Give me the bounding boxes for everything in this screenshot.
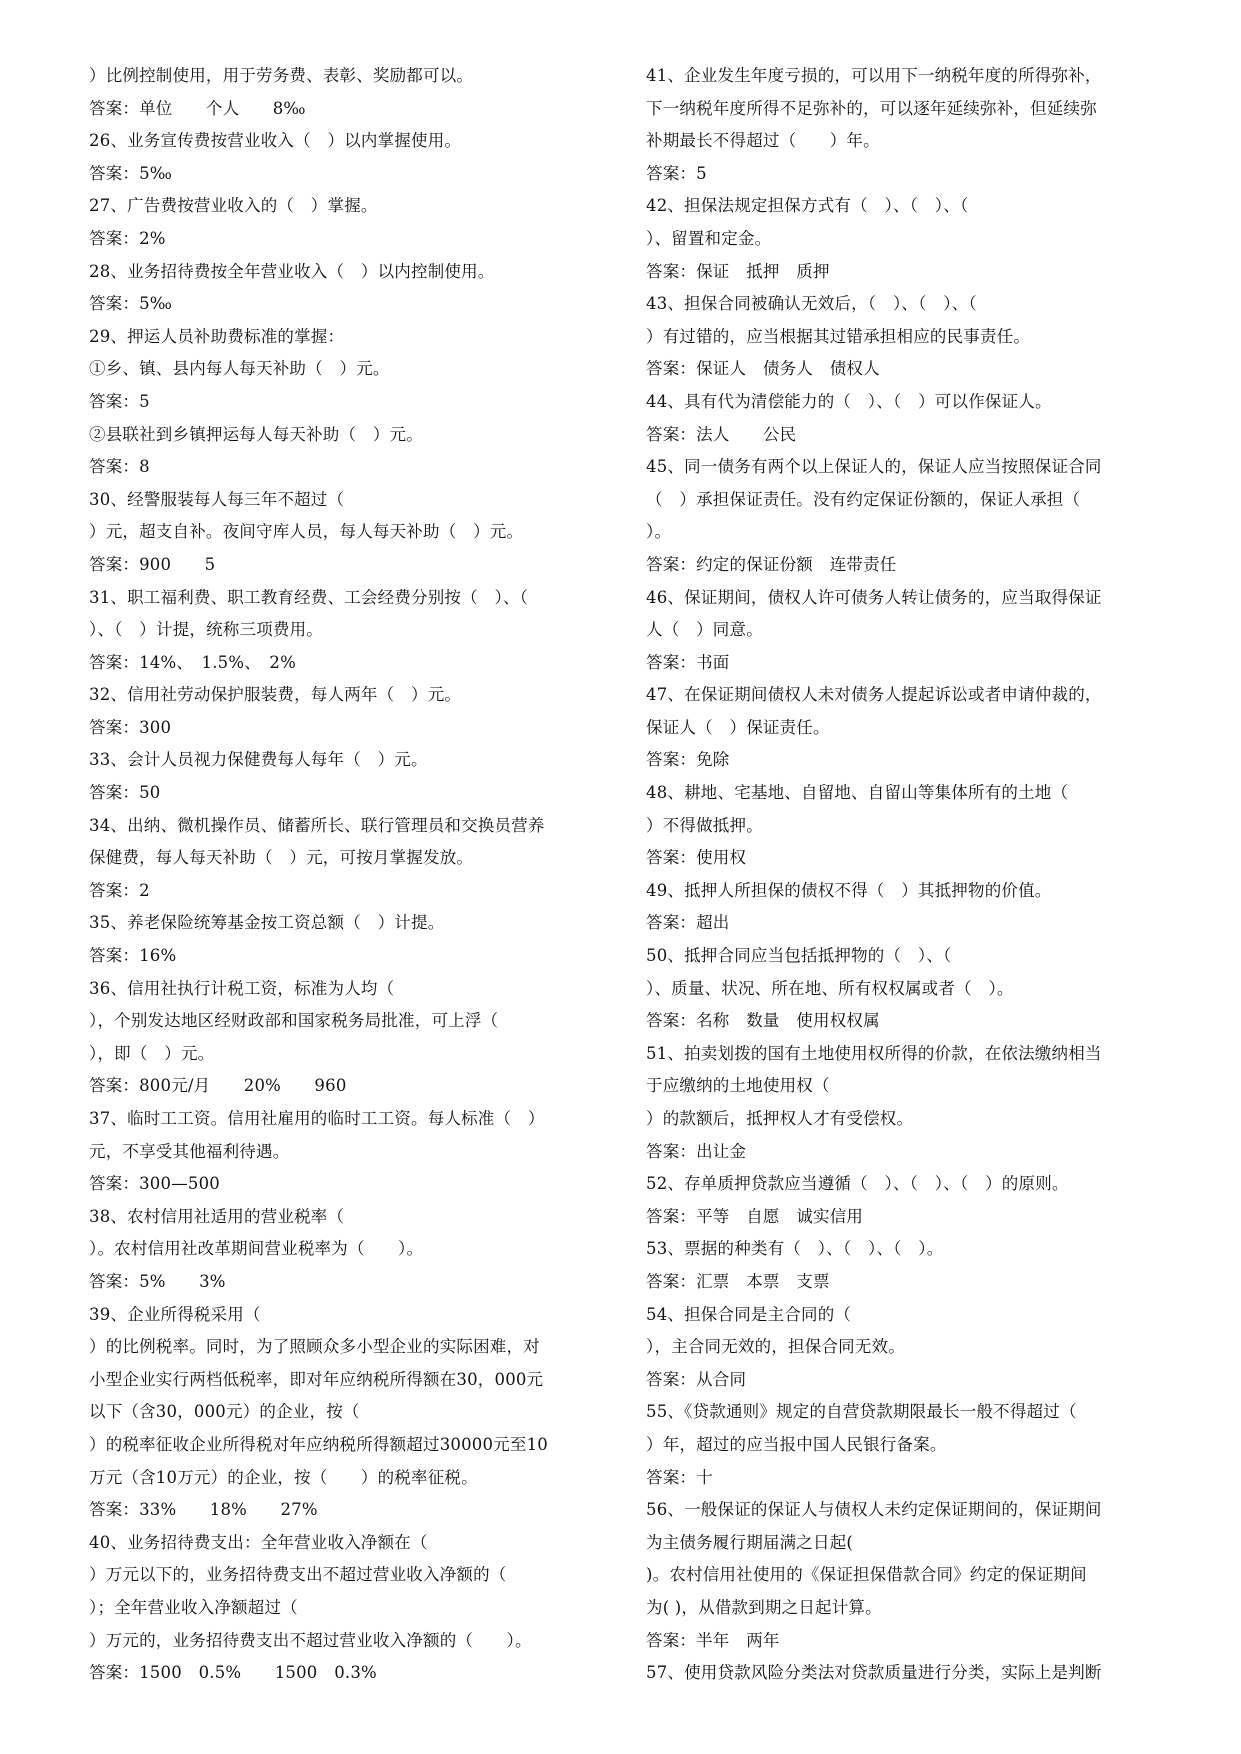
question-line: 49、抵押人所担保的债权不得（ ）其抵押物的价值。 <box>646 880 1052 900</box>
question-line: 人（ ）同意。 <box>646 620 763 640</box>
answer-line: 答案：出让金 <box>646 1141 747 1161</box>
question-line: ）的税率征收企业所得税对年应纳税所得额超过30000元至10 <box>89 1434 548 1454</box>
question-line: ①乡、镇、县内每人每天补助（ ）元。 <box>89 359 390 379</box>
question-line: 29、押运人员补助费标准的掌握： <box>89 326 345 346</box>
question-line: ）不得做抵押。 <box>646 815 763 835</box>
question-line: ）；全年营业收入净额超过（ <box>89 1597 298 1617</box>
question-line: 54、担保合同是主合同的（ <box>646 1304 852 1324</box>
question-line: 27、广告费按营业收入的（ ）掌握。 <box>89 196 378 216</box>
question-line: 48、耕地、宅基地、自留地、自留山等集体所有的土地（ <box>646 783 1069 803</box>
answer-line: 答案：平等 自愿 诚实信用 <box>646 1206 864 1226</box>
question-line: 38、农村信用社适用的营业税率（ <box>89 1206 345 1226</box>
answer-line: 答案：300—500 <box>89 1174 220 1194</box>
answer-line: 答案：5‰ <box>89 294 173 314</box>
question-line: ），主合同无效的，担保合同无效。 <box>646 1337 905 1357</box>
answer-line: 答案：使用权 <box>646 848 747 868</box>
question-line: （ ）承担保证责任。没有约定保证份额的，保证人承担（ <box>646 489 1081 509</box>
answer-line: 答案：900 5 <box>89 554 216 574</box>
question-line: ），个别发达地区经财政部和国家税务局批准，可上浮（ <box>89 1011 499 1031</box>
answer-line: 答案：半年 两年 <box>646 1630 780 1650</box>
question-line: 43、担保合同被确认无效后，（ ）、（ ）、（ <box>646 294 977 314</box>
question-line: 以下（含30，000元）的企业，按（ <box>89 1402 360 1422</box>
question-line: 下一纳税年度所得不足弥补的，可以逐年延续弥补，但延续弥 <box>646 98 1097 118</box>
question-line: 保健费，每人每天补助（ ）元，可按月掌握发放。 <box>89 848 474 868</box>
question-line: 47、在保证期间债权人未对债务人提起诉讼或者申请仲裁的， <box>646 685 1102 705</box>
answer-line: 答案：2 <box>89 880 150 900</box>
answer-line: 答案：汇票 本票 支票 <box>646 1271 830 1291</box>
question-line: )。农村信用社使用的《保证担保借款合同》约定的保证期间 <box>646 1565 1087 1585</box>
question-line: ）万元的，业务招待费支出不超过营业收入净额的（ ）。 <box>89 1630 532 1650</box>
right-column <box>646 60 1158 1690</box>
question-line: 52、存单质押贷款应当遵循（ ）、（ ）、（ ）的原则。 <box>646 1174 1069 1194</box>
question-line: 33、会计人员视力保健费每人每年（ ）元。 <box>89 750 428 770</box>
answer-line: 答案：50 <box>89 783 161 803</box>
question-line: ），即（ ）元。 <box>89 1043 215 1063</box>
question-line: 小型企业实行两档低税率，即对年应纳税所得额在30，000元 <box>89 1369 544 1389</box>
question-line: 35、养老保险统筹基金按工资总额（ ）计提。 <box>89 913 445 933</box>
question-line: ）的款额后，抵押权人才有受偿权。 <box>646 1109 914 1128</box>
question-line: ）万元以下的，业务招待费支出不超过营业收入净额的（ <box>89 1565 507 1585</box>
question-line: 34、出纳、微机操作员、储蓄所长、联行管理员和交换员营养 <box>89 815 545 835</box>
answer-line: 答案：8 <box>89 457 150 477</box>
question-line: ）。 <box>646 522 672 542</box>
left-column <box>89 60 599 1690</box>
question-line: 39、企业所得税采用（ <box>89 1304 261 1324</box>
question-line: ）。农村信用社改革期间营业税率为（ ）。 <box>89 1239 424 1259</box>
question-line: 37、临时工工资。信用社雇用的临时工工资。每人标准（ ） <box>89 1109 545 1128</box>
question-line: ）有过错的，应当根据其过错承担相应的民事责任。 <box>646 326 1031 346</box>
question-line: ）、留置和定金。 <box>646 228 772 248</box>
question-line: 53、票据的种类有（ ）、（ ）、（ ）。 <box>646 1239 944 1259</box>
question-line: ）、质量、状况、所在地、所有权权属或者（ ）。 <box>646 978 1014 998</box>
question-line: 31、职工福利费、职工教育经费、工会经费分别按（ ）、（ <box>89 587 529 607</box>
answer-line: 答案：名称 数量 使用权权属 <box>646 1011 880 1031</box>
question-line: 补期最长不得超过（ ）年。 <box>646 131 880 151</box>
answer-line: 答案：5 <box>89 391 150 411</box>
answer-line: 答案：1500 0.5% 1500 0.3% <box>89 1663 377 1683</box>
answer-line: 答案：33% 18% 27% <box>89 1500 318 1520</box>
question-line: 55、《贷款通则》规定的自营贷款期限最长一般不得超过（ <box>646 1402 1077 1422</box>
question-line: 为( )，从借款到期之日起计算。 <box>646 1597 882 1617</box>
question-line: 于应缴纳的土地使用权（ <box>646 1076 830 1096</box>
answer-line: 答案：300 <box>89 717 172 737</box>
answer-line: 答案：14%、 1.5%、 2% <box>89 652 296 672</box>
answer-line: 答案：保证 抵押 质押 <box>646 261 830 281</box>
question-line: 28、业务招待费按全年营业收入（ ）以内控制使用。 <box>89 261 495 281</box>
question-line: 57、使用贷款风险分类法对贷款质量进行分类，实际上是判断 <box>646 1663 1102 1683</box>
answer-line: 答案：约定的保证份额 连带责任 <box>646 554 897 574</box>
answer-line: 答案：5‰ <box>89 163 173 183</box>
question-line: 元，不享受其他福利待遇。 <box>89 1141 290 1161</box>
question-line: 40、业务招待费支出：全年营业收入净额在（ <box>89 1532 428 1552</box>
question-line: 56、一般保证的保证人与债权人未约定保证期间的，保证期间 <box>646 1500 1102 1520</box>
answer-line: 答案：5% 3% <box>89 1271 226 1291</box>
question-line: 36、信用社执行计税工资，标准为人均（ <box>89 978 395 998</box>
question-line: ）年，超过的应当报中国人民银行备案。 <box>646 1434 947 1454</box>
question-line: 41、企业发生年度亏损的，可以用下一纳税年度的所得弥补， <box>646 66 1102 85</box>
question-line: ）的比例税率。同时，为了照顾众多小型企业的实际困难，对 <box>89 1337 540 1357</box>
question-line: 32、信用社劳动保护服装费，每人两年（ ）元。 <box>89 685 462 705</box>
question-line: ）元，超支自补。夜间守库人员，每人每天补助（ ）元。 <box>89 522 524 542</box>
question-line: 51、拍卖划拨的国有土地使用权所得的价款，在依法缴纳相当 <box>646 1043 1102 1063</box>
question-line: 30、经警服装每人每三年不超过（ <box>89 489 345 509</box>
question-line: 50、抵押合同应当包括抵押物的（ ）、（ <box>646 946 952 966</box>
question-line: 万元（含10万元）的企业，按（ ）的税率征税。 <box>89 1467 478 1487</box>
answer-line: 答案：2% <box>89 228 166 248</box>
answer-line: 答案：保证人 债务人 债权人 <box>646 359 880 379</box>
answer-line: 答案：十 <box>646 1467 713 1487</box>
answer-line: 答案：从合同 <box>646 1369 747 1389</box>
question-line: ）、（ ）计提，统称三项费用。 <box>89 620 323 640</box>
answer-line: 答案：超出 <box>646 913 730 933</box>
question-line: 44、具有代为清偿能力的（ ）、（ ）可以作保证人。 <box>646 391 1052 411</box>
answer-line: 答案：5 <box>646 163 707 183</box>
answer-line: 答案：书面 <box>646 652 730 672</box>
answer-line: 答案：单位 个人 8‰ <box>89 98 306 118</box>
question-line: 26、业务宣传费按营业收入（ ）以内掌握使用。 <box>89 131 462 151</box>
question-line: 保证人（ ）保证责任。 <box>646 717 830 737</box>
answer-line: 答案：法人 公民 <box>646 424 797 444</box>
question-line: 42、担保法规定担保方式有（ ）、（ ）、（ <box>646 196 969 216</box>
answer-line: 答案：16% <box>89 946 177 966</box>
question-line: ）比例控制使用，用于劳务费、表彰、奖励都可以。 <box>89 66 474 85</box>
question-line: ②县联社到乡镇押运每人每天补助（ ）元。 <box>89 424 423 444</box>
answer-line: 答案：免除 <box>646 750 730 770</box>
question-line: 45、同一债务有两个以上保证人的，保证人应当按照保证合同 <box>646 457 1102 477</box>
question-line: 为主债务履行期届满之日起( <box>646 1532 854 1552</box>
answer-line: 答案：800元/月 20% 960 <box>89 1076 347 1096</box>
question-line: 46、保证期间，债权人许可债务人转让债务的，应当取得保证 <box>646 587 1102 607</box>
